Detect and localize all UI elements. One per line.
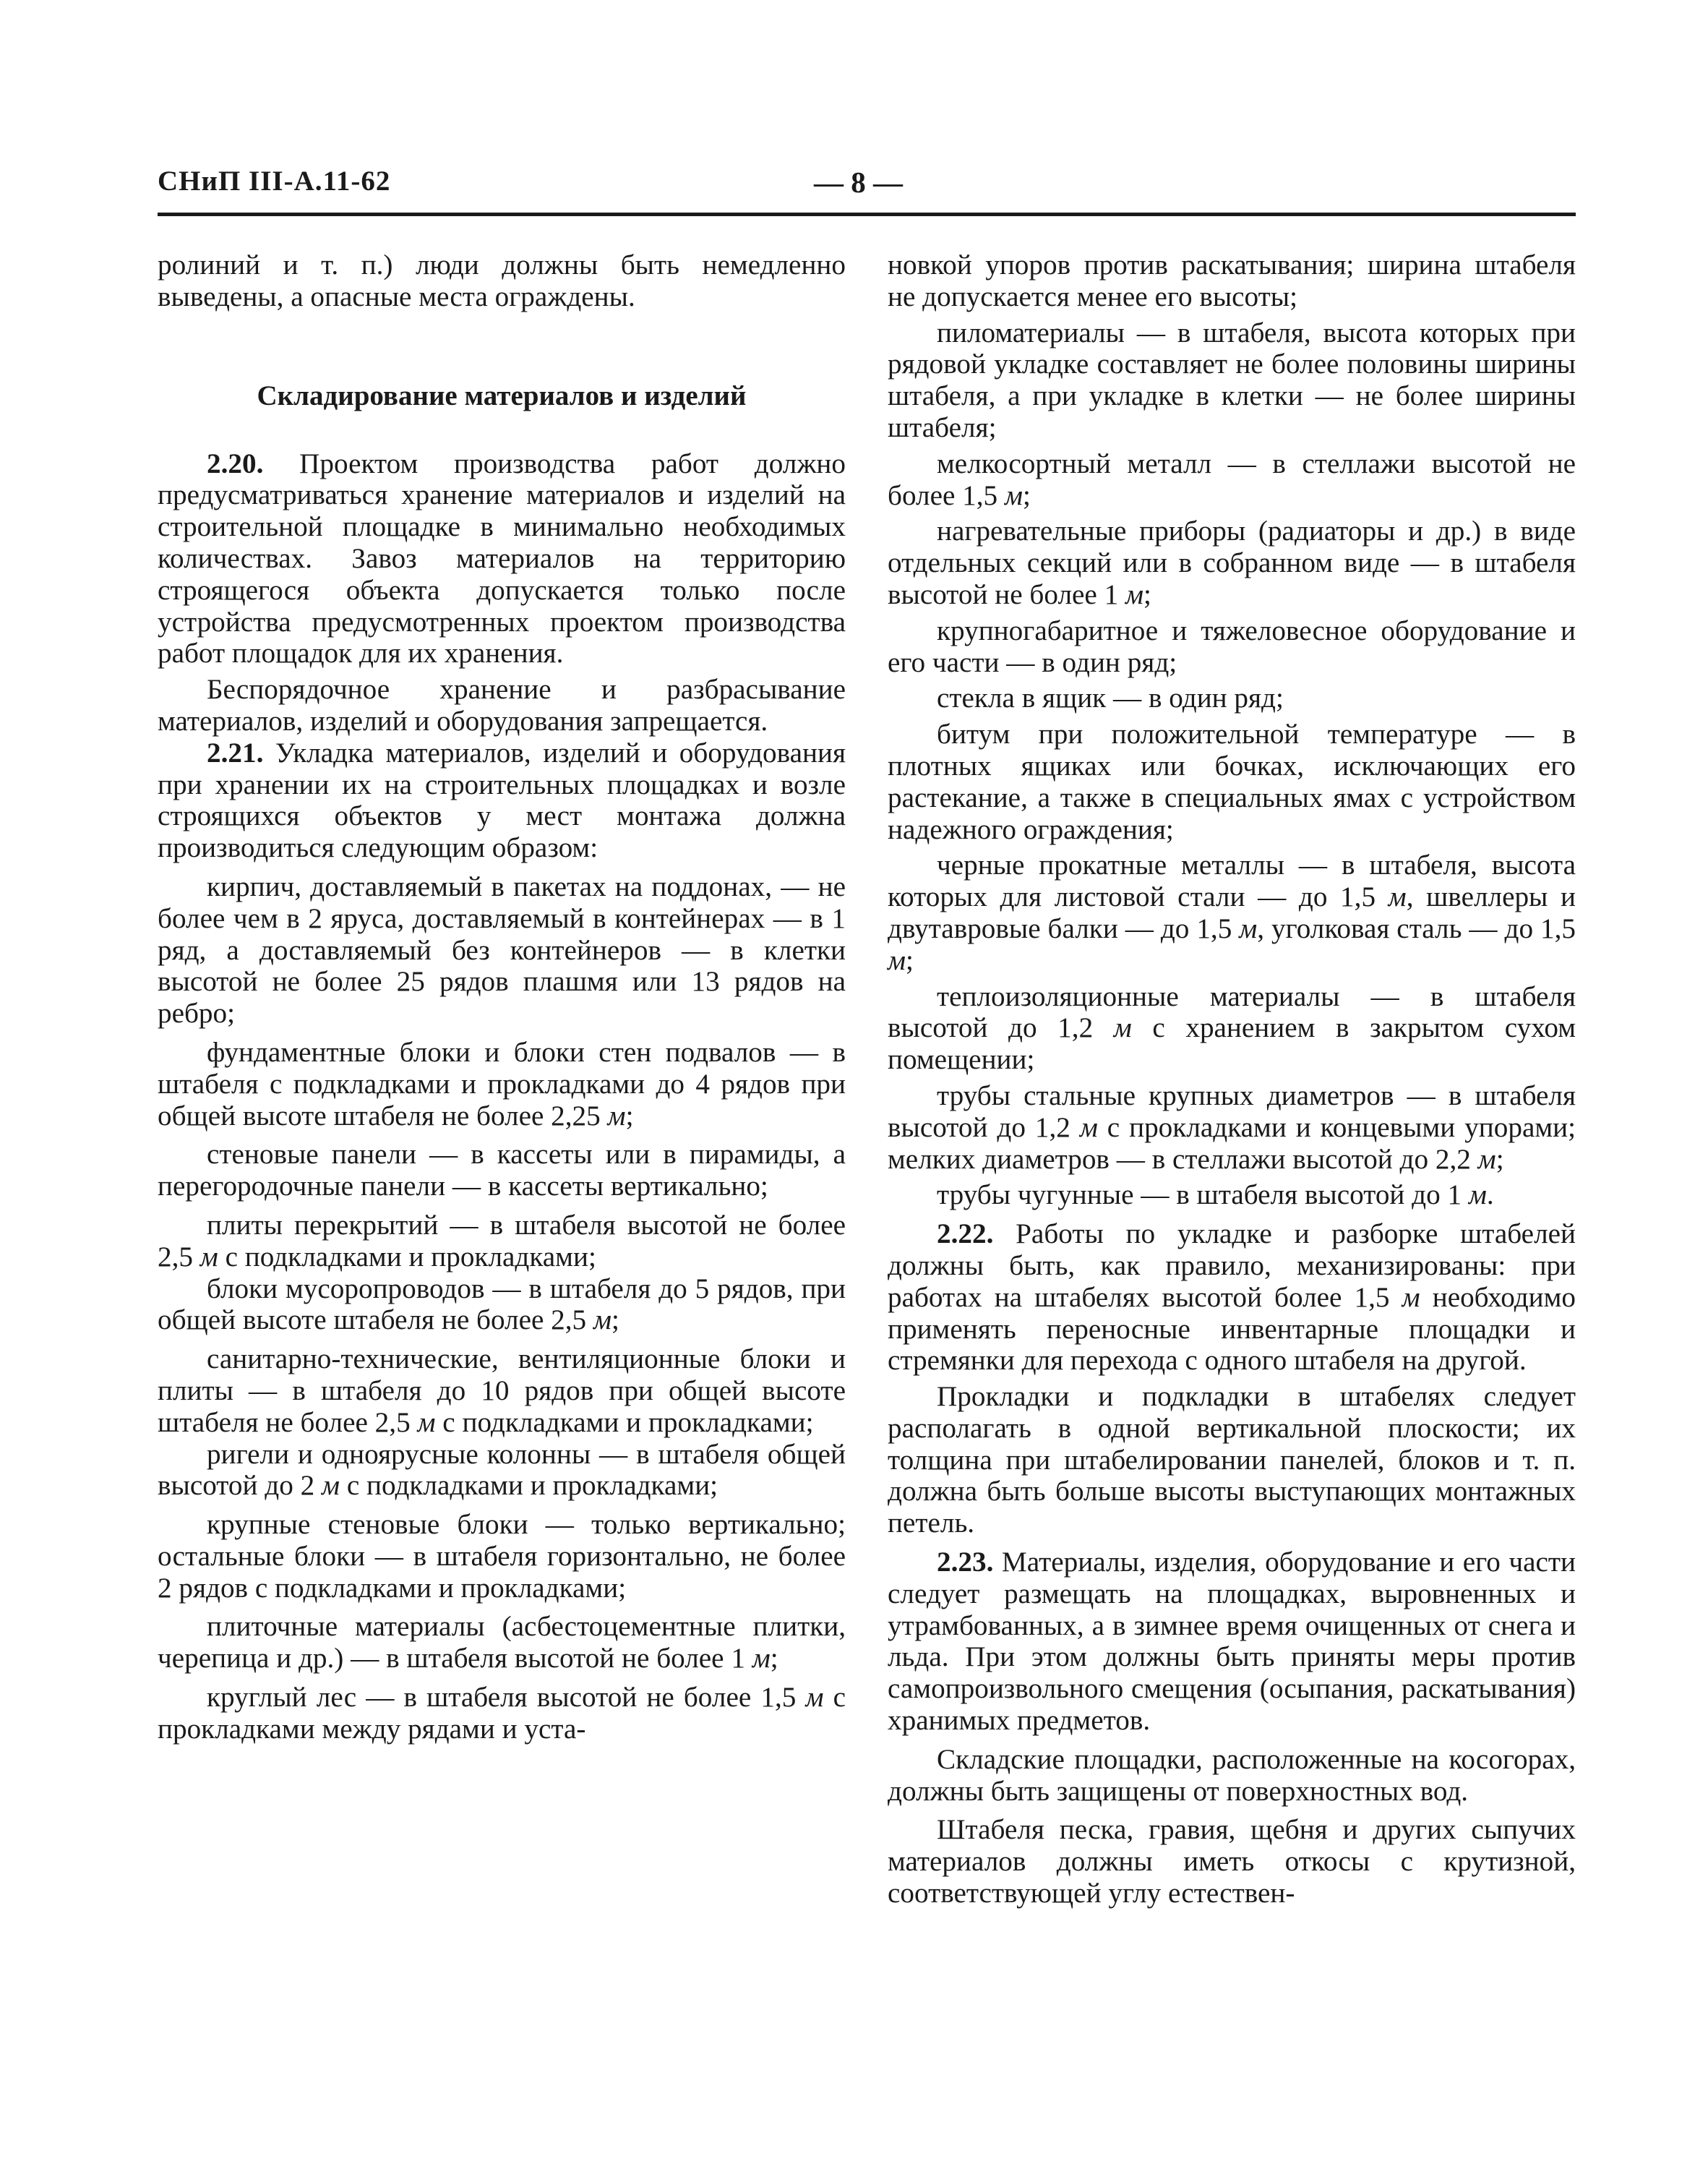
paragraph-2-22: 2.22. Работы по укладке и разборке штабелей должны быть, как правило, механизированы: при работах на штабелях высотой более 1,5 м необходимо применять переносные инвентарные площадки и стремянки для перехода с одного штабеля на другой. xyxy=(888,1218,1576,1377)
list-item: крупные стеновые блоки — только вертикально; остальные блоки — в штабеля горизонтально, не более 2 рядов с подкладками и прокладками; xyxy=(158,1509,846,1604)
paragraph-2-20: 2.20. Проектом производства работ должно предусматриваться хранение материалов и изделий на строительной площадке в минимально необходимых количествах. Завоз материалов на территорию строящегося объекта допускается только после устройства предусмотренных проектом производства работ площадок для их хранения. xyxy=(158,448,846,670)
continued-paragraph: ролиний и т. п.) люди должны быть немедленно выведены, а опасные места ограждены. xyxy=(158,249,846,312)
document-code: СНиП III-А.11-62 xyxy=(158,166,391,197)
list-item: теплоизоляционные материалы — в штабеля высотой до 1,2 м с хранением в закрытом сухом помещении; xyxy=(888,980,1576,1076)
list-item: трубы стальные крупных диаметров — в штабеля высотой до 1,2 м с прокладками и концевыми упорами; мелких диаметров — в стеллажи высотой до 2,2 м; xyxy=(888,1079,1576,1175)
section-number: 2.23. xyxy=(937,1547,994,1578)
section-number: 2.21. xyxy=(207,737,264,769)
paragraph-2-23: 2.23. Материалы, изделия, оборудование и его части следует размещать на площадках, выровненных и утрамбованных, а в зимнее время очищенных от снега и льда. При этом должны быть приняты меры против самопроизвольного смещения (осыпания, раскатывания) хранимых предметов. xyxy=(888,1547,1576,1737)
list-item: плиты перекрытий — в штабеля высотой не более 2,5 м с подкладками и прокладками; xyxy=(158,1209,846,1273)
list-item: кирпич, доставляемый в пакетах на поддонах, — не более чем в 2 яруса, доставляемый в контейнерах — в 1 ряд, а доставляемый без контейнеров — в клетки высотой не более 25 рядов плашмя или 13 рядов на ребро; xyxy=(158,871,846,1030)
running-header xyxy=(158,165,1576,215)
list-item: ригели и одноярусные колонны — в штабеля общей высотой до 2 м с подкладками и прокладками; xyxy=(158,1438,846,1502)
list-item: плиточные материалы (асбестоцементные плитки, черепица и др.) — в штабеля высотой не более 1 м; xyxy=(158,1611,846,1675)
section-title: Складирование материалов и изделий xyxy=(257,380,747,411)
left-column xyxy=(158,249,846,1745)
list-item: мелкосортный металл — в стеллажи высотой не более 1,5 м; xyxy=(888,448,1576,511)
list-item: блоки мусоропроводов — в штабеля до 5 рядов, при общей высоте штабеля не более 2,5 м; xyxy=(158,1273,846,1336)
header-rule xyxy=(158,213,1576,216)
list-item: круглый лес — в штабеля высотой не более 1,5 м с прокладками между рядами и уста- xyxy=(158,1682,846,1745)
list-item: санитарно-технические, вентиляционные блоки и плиты — в штабеля до 10 рядов при общей высоте штабеля не более 2,5 м с подкладками и прокладками; xyxy=(158,1343,846,1438)
paragraph-2-21: 2.21. Укладка материалов, изделий и оборудования при хранении их на строительных площадках и возле строящихся объектов у мест монтажа должна производиться следующим образом: xyxy=(158,737,846,864)
list-item: крупногабаритное и тяжеловесное оборудование и его части — в один ряд; xyxy=(888,615,1576,678)
paragraph-2-22-b: Прокладки и подкладки в штабелях следует располагать в одной вертикальной плоскости; их толщина при штабелировании панелей, блоков и т. п. должна быть больше высоты выступающих монтажных петель. xyxy=(888,1381,1576,1539)
list-item: битум при положительной температуре — в плотных ящиках или бочках, исключающих его растекание, а также в специальных ямах с устройством надежного ограждения; xyxy=(888,719,1576,845)
right-column xyxy=(888,249,1576,1909)
list-item: пиломатериалы — в штабеля, высота которых при рядовой укладке составляет не более половины ширины штабеля, а при укладке в клетки — не более ширины штабеля; xyxy=(888,317,1576,443)
list-item: стекла в ящик — в один ряд; xyxy=(937,683,1284,714)
list-item: стеновые панели — в кассеты или в пирамиды, а перегородочные панели — в кассеты вертикально; xyxy=(158,1139,846,1202)
paragraph-2-20-b: Беспорядочное хранение и разбрасывание материалов, изделий и оборудования запрещается. xyxy=(158,674,846,737)
page-number: — 8 — xyxy=(814,166,903,199)
paragraph-2-23-c: Штабеля песка, гравия, щебня и других сыпучих материалов должны иметь откосы с крутизной, соответствующей углу естествен- xyxy=(888,1814,1576,1909)
continued-paragraph: новкой упоров против раскатывания; ширина штабеля не допускается менее его высоты; xyxy=(888,249,1576,312)
list-item: черные прокатные металлы — в штабеля, высота которых для листовой стали — до 1,5 м, швеллеры и двутавровые балки — до 1,5 м, уголковая сталь — до 1,5 м; xyxy=(888,850,1576,976)
section-number: 2.22. xyxy=(937,1218,994,1250)
list-item: фундаментные блоки и блоки стен подвалов — в штабеля с подкладками и прокладками до 4 рядов при общей высоте штабеля не более 2,25 м; xyxy=(158,1036,846,1132)
paragraph-2-23-b: Складские площадки, расположенные на косогорах, должны быть защищены от поверхностных вод. xyxy=(888,1743,1576,1807)
list-item: трубы чугунные — в штабеля высотой до 1 м. xyxy=(937,1179,1494,1211)
section-number: 2.20. xyxy=(207,448,264,479)
list-item: нагревательные приборы (радиаторы и др.) в виде отдельных секций или в собранном виде — в штабеля высотой не более 1 м; xyxy=(888,516,1576,610)
